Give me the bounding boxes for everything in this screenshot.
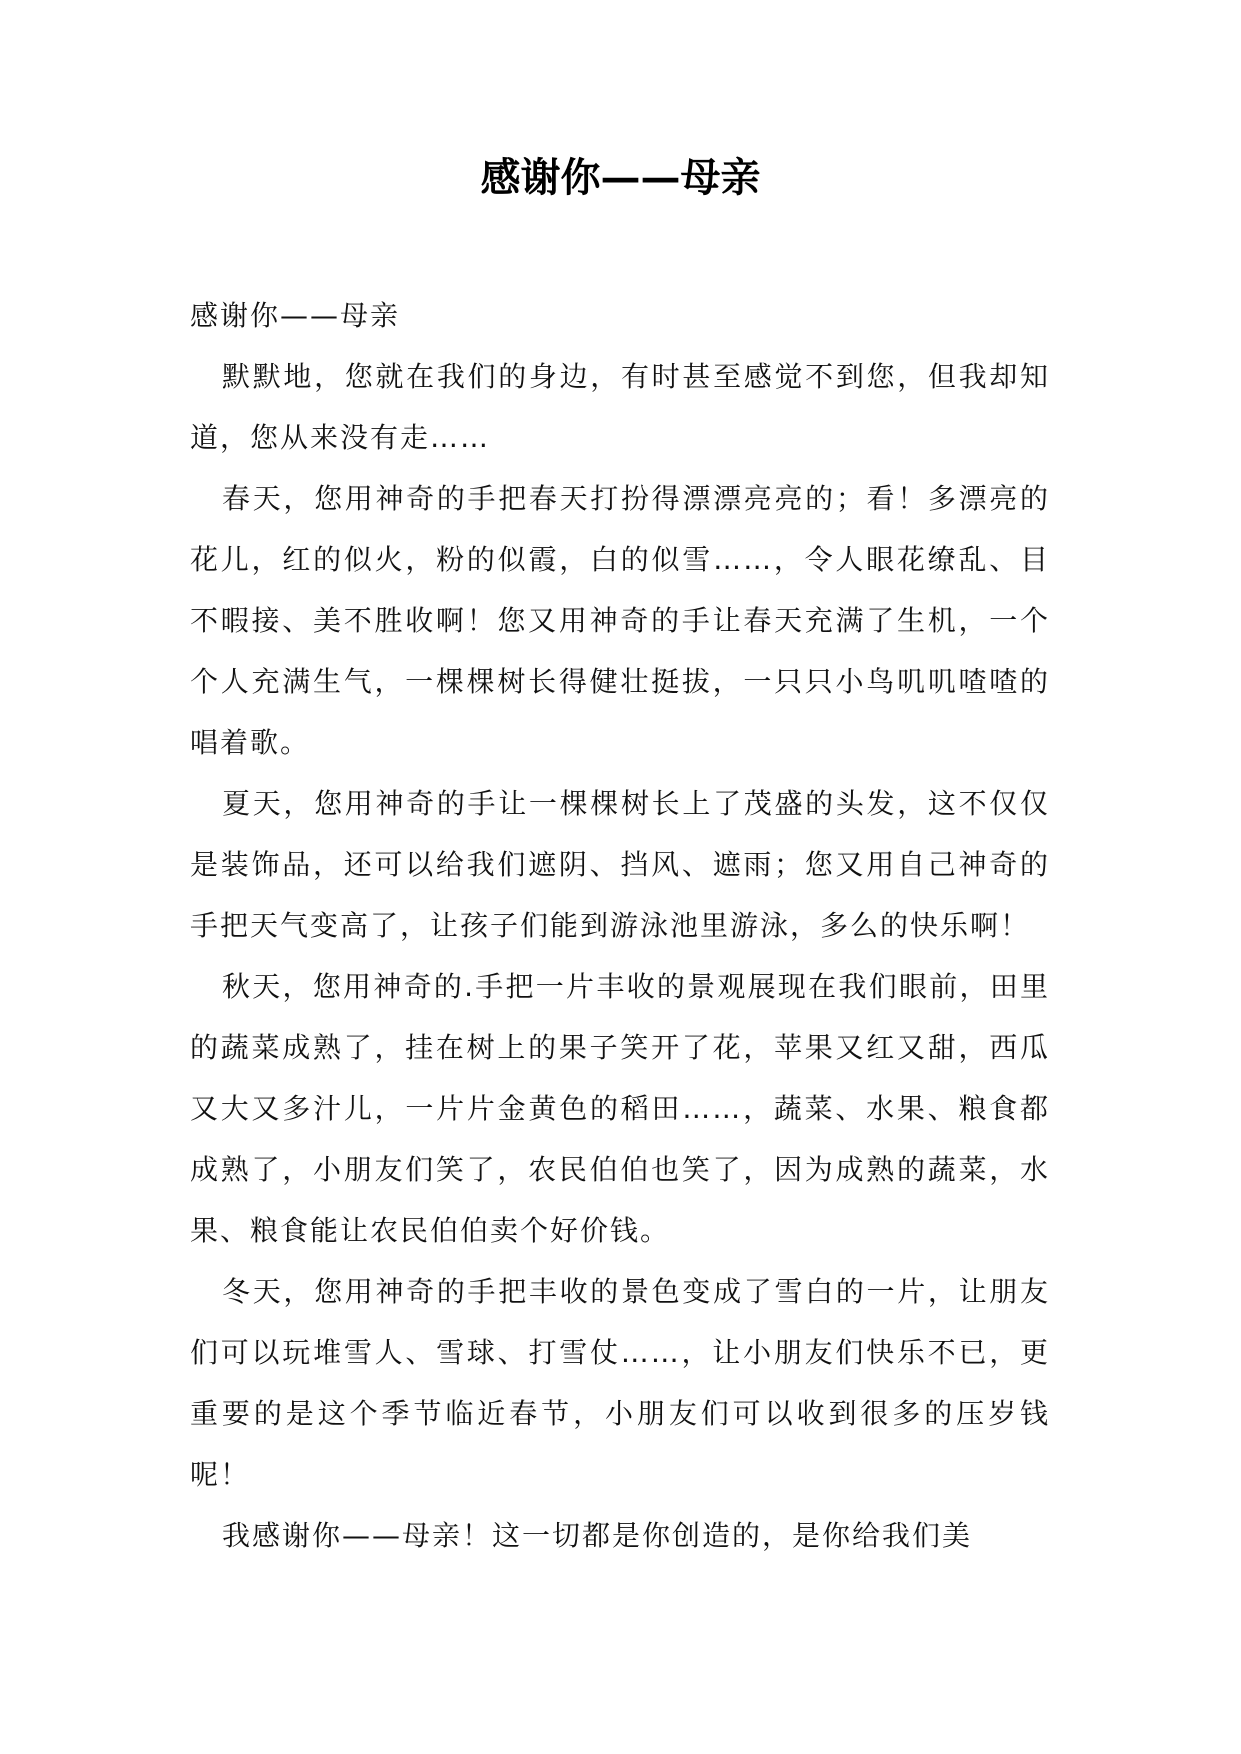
paragraph: 我感谢你——母亲！这一切都是你创造的，是你给我们美 [222, 1519, 973, 1552]
paragraph: 冬天，您用神奇的手把丰收的景色变成了雪白的一片，让朋友们可以玩堆雪人、雪球、打雪仗……，让小朋友们快乐不已，更重要的是这个季节临近春节，小朋友们可以收到很多的压岁钱呢！ [190, 1275, 1050, 1491]
document-title: 感谢你——母亲 [480, 154, 761, 201]
paragraph: 秋天，您用神奇的.手把一片丰收的景观展现在我们眼前，田里的蔬菜成熟了，挂在树上的果子笑开了花，苹果又红又甜，西瓜又大又多汁儿，一片片金黄色的稻田……，蔬菜、水果、粮食都成熟了，小朋友们笑了，农民伯伯也笑了，因为成熟的蔬菜，水果、粮食能让农民伯伯卖个好价钱。 [190, 970, 1050, 1247]
paragraph: 春天，您用神奇的手把春天打扮得漂漂亮亮的；看！多漂亮的花儿，红的似火，粉的似霞，白的似雪……，令人眼花缭乱、目不暇接、美不胜收啊！您又用神奇的手让春天充满了生机，一个个人充满生气，一棵棵树长得健壮挺拔，一只只小鸟叽叽喳喳的唱着歌。 [190, 482, 1050, 759]
document-body [190, 285, 1050, 1566]
paragraph: 默默地，您就在我们的身边，有时甚至感觉不到您，但我却知道，您从来没有走…… [190, 360, 1050, 454]
document-subtitle: 感谢你——母亲 [190, 299, 401, 332]
paragraph: 夏天，您用神奇的手让一棵棵树长上了茂盛的头发，这不仅仅是装饰品，还可以给我们遮阴、挡风、遮雨；您又用自己神奇的手把天气变高了，让孩子们能到游泳池里游泳，多么的快乐啊！ [190, 787, 1050, 942]
